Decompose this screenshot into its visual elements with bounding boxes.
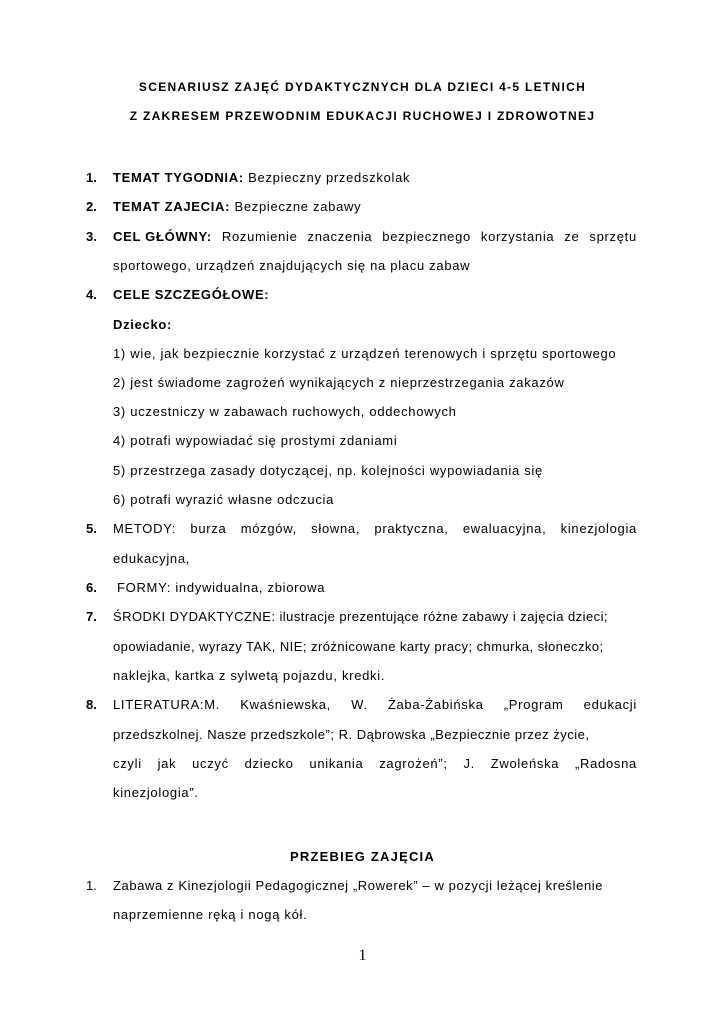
- item-number: 4.: [86, 287, 97, 302]
- page-number: 1: [358, 947, 367, 964]
- goal-item: 4) potrafi wypowiadać się prostymi zdaniami: [113, 433, 398, 448]
- item-number: 3.: [86, 229, 97, 244]
- item-number: 8.: [86, 697, 97, 712]
- word: sprzętu: [589, 229, 637, 244]
- word: Zwoleńska: [490, 756, 560, 771]
- word: Rozumienie: [221, 229, 298, 244]
- word: J.: [463, 756, 475, 771]
- word: „Radosna: [575, 756, 637, 771]
- item-label: CEL GŁÓWNY:: [113, 229, 212, 244]
- goal-item: 5) przestrzega zasady dotyczącej, np. kolejności wypowiadania się: [113, 463, 543, 478]
- item-main-goal-line-1: [113, 229, 637, 244]
- item-topic-lesson: [113, 199, 361, 214]
- word: kinezjologia: [560, 521, 637, 536]
- step-line-2: naprzemienne ręką i nogą kół.: [113, 907, 308, 922]
- item-number: 7.: [86, 609, 97, 624]
- document-title-line-1: SCENARIUSZ ZAJĘĆ DYDAKTYCZNYCH DLA DZIECI 4-5 LETNICH: [138, 80, 587, 94]
- item-topic-week: [113, 170, 410, 185]
- word: ze: [564, 229, 580, 244]
- item-literature-line-1: [113, 697, 637, 712]
- section-heading: PRZEBIEG ZAJĘCIA: [290, 849, 435, 864]
- item-methods-line-2: edukacyjna,: [113, 551, 191, 566]
- item-label: TEMAT TYGODNIA:: [113, 170, 244, 185]
- item-main-goal-line-2: sportowego, urządzeń znajdujących się na placu zabaw: [113, 258, 471, 273]
- step-line-1: Zabawa z Kinezjologii Pedagogicznej „Rowerek” – w pozycji leżącej kreślenie: [113, 878, 604, 893]
- step-number: 1.: [86, 878, 97, 893]
- word: Żaba-Żabińska: [387, 697, 484, 712]
- item-literature-line-3: [113, 756, 637, 771]
- word: praktyczna,: [374, 521, 449, 536]
- item-number: 6.: [86, 580, 97, 595]
- item-value: Bezpieczny przedszkolak: [243, 170, 411, 185]
- word: bezpiecznego: [382, 229, 471, 244]
- word: mózgów,: [240, 521, 297, 536]
- word: uczyć: [192, 756, 229, 771]
- word: Kwaśniewska,: [240, 697, 331, 712]
- item-literature-line-4: kinezjologia”.: [113, 785, 199, 800]
- goal-item: 6) potrafi wyrazić własne odczucia: [113, 492, 335, 507]
- word: znaczenia: [307, 229, 373, 244]
- item-materials-line-3: naklejka, kartka z sylwetą pojazdu, kredki.: [113, 668, 386, 683]
- item-number: 1.: [86, 170, 97, 185]
- document-title-line-2: Z ZAKRESEM PRZEWODNIM EDUKACJI RUCHOWEJ I ZDROWOTNEJ: [129, 109, 596, 123]
- word: czyli: [113, 756, 142, 771]
- word: „Program: [503, 697, 564, 712]
- item-value: Bezpieczne zabawy: [230, 199, 362, 214]
- child-label: Dziecko:: [113, 317, 173, 332]
- item-number: 2.: [86, 199, 97, 214]
- word: korzystania: [480, 229, 555, 244]
- word: W.: [351, 697, 368, 712]
- word: edukacji: [583, 697, 637, 712]
- item-materials-line-1: ŚRODKI DYDAKTYCZNE: ilustracje prezentujące różne zabawy i zajęcia dzieci;: [113, 609, 608, 624]
- item-methods-line-1: [113, 521, 637, 536]
- item-label: TEMAT ZAJECIA:: [113, 199, 231, 214]
- item-forms: FORMY: indywidualna, zbiorowa: [117, 580, 326, 595]
- goal-item: 1) wie, jak bezpiecznie korzystać z urządzeń terenowych i sprzętu sportowego: [113, 346, 617, 361]
- item-detailed-goals-label: CELE SZCZEGÓŁOWE:: [113, 287, 270, 302]
- item-literature-line-2: przedszkolnej. Nasze przedszkole”; R. Dąbrowska „Bezpiecznie przez życie,: [113, 727, 590, 742]
- word: burza: [190, 521, 227, 536]
- word: zagrożeń”;: [379, 756, 448, 771]
- word: słowna,: [311, 521, 361, 536]
- word: ewaluacyjna,: [462, 521, 547, 536]
- word: METODY:: [113, 521, 177, 536]
- goal-item: 3) uczestniczy w zabawach ruchowych, oddechowych: [113, 404, 457, 419]
- word: unikania: [309, 756, 364, 771]
- word: dziecko: [244, 756, 294, 771]
- item-number: 5.: [86, 521, 97, 536]
- word: jak: [157, 756, 177, 771]
- word: LITERATURA:M.: [113, 697, 221, 712]
- item-materials-line-2: opowiadanie, wyrazy TAK, NIE; zróżnicowane karty pracy; chmurka, słoneczko;: [113, 639, 604, 654]
- goal-item: 2) jest świadome zagrożeń wynikających z nieprzestrzegania zakazów: [113, 375, 565, 390]
